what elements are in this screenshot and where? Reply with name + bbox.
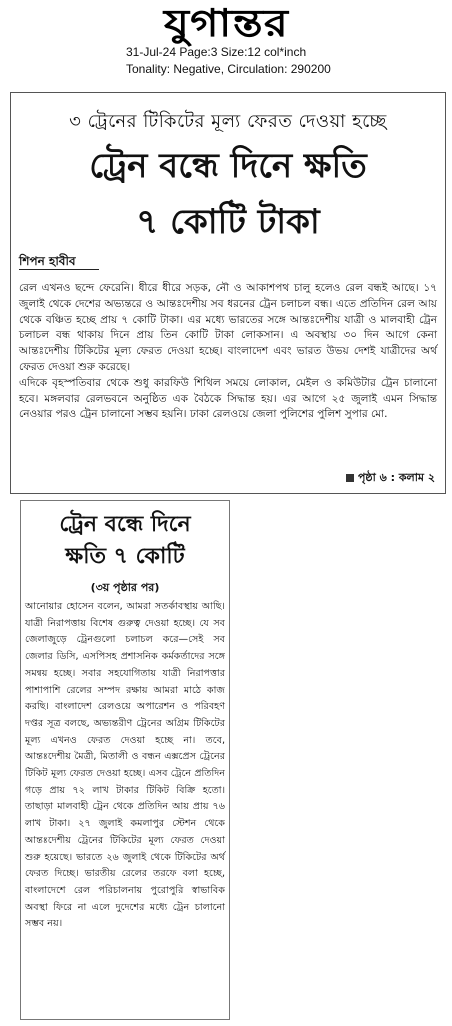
continuation-headline-line1: ট্রেন বন্ধে দিনে <box>59 512 191 537</box>
newspaper-logo: যুগান্তর <box>163 0 289 45</box>
clipping-meta-size: 31-Jul-24 Page:3 Size:12 col*inch <box>126 45 307 59</box>
article-headline-line2: ৭ কোটি টাকা <box>136 202 320 242</box>
continuation-body: আনোয়ার হোসেন বলেন, আমরা সতর্কাবস্থায় আছি। যাত্রী নিরাপত্তায় বিশেষ গুরুত্ব দেওয়া হচ্ছে। যে সব জেলাজুড়ে ট্রেনগুলো চলাচল করে—সেই সব জেলার ডিসি, এসপিসহ প্রশাসনিক কর্মকর্তাদের সঙ্গে সমন্বয় হচ্ছে। সবার সহযোগিতায় যাত্রী নিরাপত্তার পাশাপাশি রেলের সম্পদ রক্ষায় আমরা মাঠে কাজ করছি। বাংলাদেশ রেলওয়ে অপারেশন ও পরিবহণ দপ্তর সূত্র বলছে, অভ্যন্তরীণ ট্রেনের অগ্রিম টিকিটের মূল্য এখনও ফেরত দেওয়া হচ্ছে না। তবে, আন্তঃদেশীয় মৈত্রী, মিতালী ও বন্ধন এক্সপ্রেস ট্রেনের টিকিট মূল্য ফেরত দেওয়া হচ্ছে। এসব ট্রেনে প্রতিদিন গড়ে প্রায় ৭২ লাখ টাকার টিকিট বিক্রি হতো। তাছাড়া মালবাহী ট্রেন থেকে প্রতিদিন আয় প্রায় ৭৬ লাখ টাকা। ২৭ জুলাই কমলাপুর স্টেশন থেকে আন্তঃদেশীয় ট্রেনের টিকিটের মূল্য ফেরত দেওয়া শুরু হয়েছে। ভারতে ২৬ জুলাই থেকে টিকিটের অর্থ ফেরত দিচ্ছে। ভারতীয় রেলের তরফে বলা হচ্ছে, বাংলাদেশে রেল পরিচালনায় পুরোপুরি স্বাভাবিক অবস্থা ফিরে না এলে দুদেশের মধ্যে ট্রেন চালানো সম্ভব নয়। <box>25 601 225 930</box>
article-kicker: ৩ ট্রেনের টিকিটের মূল্য ফেরত দেওয়া হচ্ছে <box>69 111 387 132</box>
continuation-clipping <box>20 500 230 1020</box>
article-body <box>19 281 437 423</box>
byline-divider <box>19 269 99 270</box>
main-article-clipping <box>10 92 446 494</box>
clipping-meta-tonality: Tonality: Negative, Circulation: 290200 <box>126 62 331 76</box>
article-headline-line1: ট্রেন বন্ধে দিনে ক্ষতি <box>89 146 367 186</box>
byline: শিপন হাবীব <box>19 254 76 268</box>
jump-text: পৃষ্ঠা ৬ : কলাম ২ <box>357 471 435 484</box>
masthead <box>0 2 452 44</box>
square-bullet-icon <box>346 474 354 482</box>
article-paragraph: রেল এখনও ছন্দে ফেরেনি। ধীরে ধীরে সড়ক, নৌ ও আকাশপথ চালু হলেও রেল বন্ধই আছে। ১৭ জুলাই থেকে দেশের অভ্যন্তরে ও আন্তঃদেশীয় সব ধরনের ট্রেন চলাচল বন্ধ। এতে প্রতিদিন রেল আয় থেকে বঞ্চিত হচ্ছে প্রায় ৭ কোটি টাকা। এর মধ্যে ভারতের সঙ্গে আন্তঃদেশীয় যাত্রী ও মালবাহী ট্রেন চলাচল বন্ধ থাকায় দিনে প্রায় তিন কোটি টাকা লোকসান। এ অবস্থায় ৩০ দিন আগে কেনা আন্তঃদেশীয় টিকিটের মূল্য ফেরত দেওয়া হচ্ছে। বাংলাদেশ এবং ভারত উভয় দেশই যাত্রীদের অর্থ ফেরত দেওয়া শুরু করেছে। <box>19 282 437 373</box>
page-jump-reference <box>346 469 435 488</box>
article-paragraph: এদিকে বৃহস্পতিবার থেকে শুধু কারফিউ শিথিল সময়ে লোকাল, মেইল ও কমিউটার ট্রেন চালানো হবে। মঙ্গলবার রেলভবনে অনুষ্ঠিত এক বৈঠকে সিদ্ধান্ত হয়। এর আগে ২৫ জুলাই এমন সিদ্ধান্ত নেওয়ার পরও ট্রেন চালানো সম্ভব হয়নি। ঢাকা রেলওয়ে জেলা পুলিশের পুলিশ সুপার মো. <box>19 376 437 421</box>
continued-from-label: (৩য় পৃষ্ঠার পর) <box>90 581 160 594</box>
continuation-headline-line2: ক্ষতি ৭ কোটি <box>65 544 185 569</box>
